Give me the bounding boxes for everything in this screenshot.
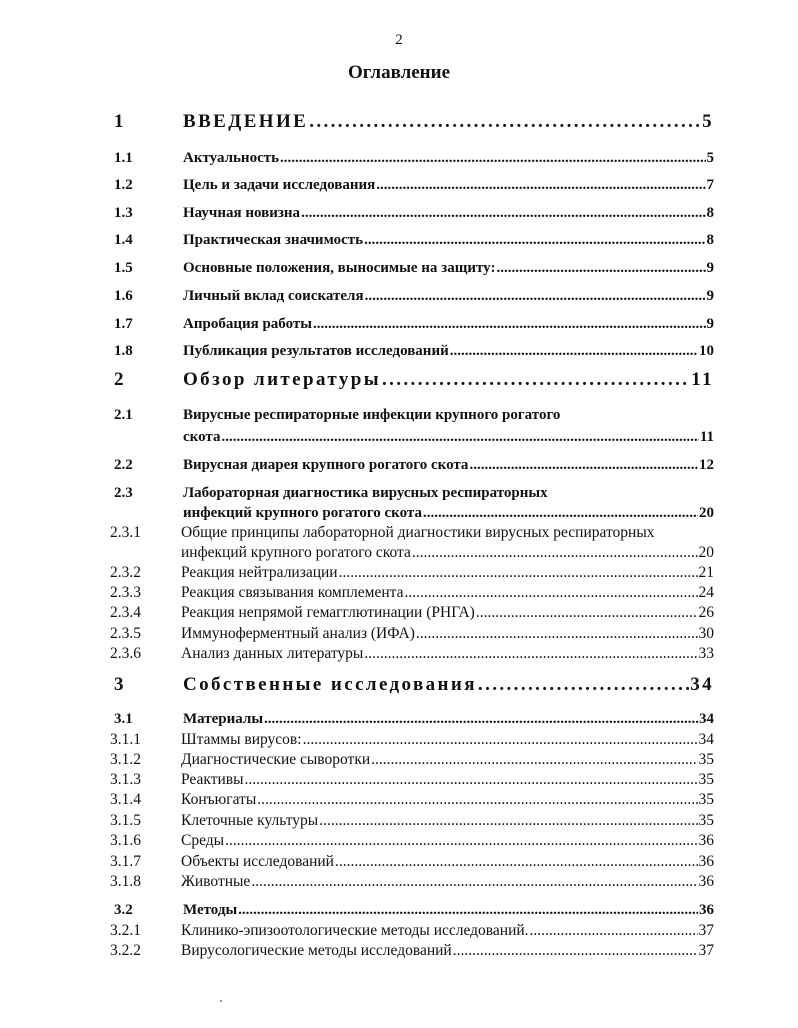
toc-title: Реакция связывания комплемента bbox=[181, 584, 404, 601]
toc-page: 37 bbox=[698, 922, 714, 939]
toc-number: 1.3 bbox=[114, 205, 133, 221]
toc-title: Обзор литературы bbox=[183, 369, 381, 390]
toc-number: 3.1 bbox=[114, 711, 133, 727]
toc-number: 1.8 bbox=[114, 343, 133, 359]
toc-number: 1 bbox=[114, 111, 126, 132]
dot-leader bbox=[335, 853, 698, 871]
toc-number: 2 bbox=[114, 369, 126, 390]
toc-title: Вирусные респираторные инфекции крупного рогатого bbox=[183, 407, 561, 423]
dot-leader bbox=[453, 942, 698, 960]
toc-title: Личный вклад соискателя bbox=[183, 288, 364, 304]
toc-title-continued: инфекций крупного рогатого скота bbox=[181, 544, 411, 561]
dot-leader bbox=[303, 731, 698, 749]
toc-number: 2.2 bbox=[114, 457, 133, 473]
toc-number: 2.3.3 bbox=[110, 584, 141, 601]
toc-number: 2.3.6 bbox=[110, 645, 141, 662]
toc-page: 30 bbox=[698, 625, 714, 642]
dot-leader bbox=[221, 429, 698, 446]
toc-number: 3.1.1 bbox=[110, 731, 141, 748]
page-number: 2 bbox=[395, 32, 403, 48]
toc-page: 5 bbox=[706, 150, 714, 166]
toc-page: 33 bbox=[698, 645, 714, 662]
toc-title: Реакция нейтрализации bbox=[181, 564, 338, 581]
toc-page: 34 bbox=[690, 674, 714, 695]
toc-page: 37 bbox=[698, 942, 714, 959]
toc-title: Конъюгаты bbox=[181, 791, 257, 808]
toc-number: 2.3.2 bbox=[110, 564, 141, 581]
toc-page: 35 bbox=[698, 751, 714, 768]
toc-title: Практическая значимость bbox=[183, 232, 364, 248]
dot-leader bbox=[469, 457, 698, 474]
dot-leader bbox=[364, 645, 697, 663]
toc-page: 36 bbox=[699, 902, 714, 918]
toc-title: Среды bbox=[181, 832, 225, 849]
toc-number: 3.2.1 bbox=[110, 922, 141, 939]
toc-number: 3.1.6 bbox=[110, 832, 141, 849]
toc-title: Клинико-эпизоотологические методы исследований. bbox=[181, 922, 529, 939]
dot-leader bbox=[280, 150, 705, 167]
dot-leader bbox=[251, 873, 697, 891]
toc-page: 36 bbox=[698, 853, 714, 870]
toc-title: Общие принципы лабораторной диагностики вирусных респираторных bbox=[181, 524, 655, 541]
toc-title: Штаммы вирусов: bbox=[181, 731, 302, 748]
toc-title: Собственные исследования bbox=[183, 674, 477, 695]
dot-leader bbox=[412, 544, 698, 562]
page-title: Оглавление bbox=[347, 62, 451, 83]
toc-number: 3.1.7 bbox=[110, 853, 141, 870]
dot-leader bbox=[530, 922, 698, 940]
toc-number: 3.1.2 bbox=[110, 751, 141, 768]
toc-title: Реактивы bbox=[181, 771, 244, 788]
toc-page: 8 bbox=[706, 232, 714, 248]
toc-page: 35 bbox=[698, 791, 714, 808]
dot-leader bbox=[476, 604, 698, 622]
toc-title: Объекты исследований bbox=[181, 853, 334, 870]
toc-title: Методы bbox=[183, 902, 238, 918]
toc-number: 1.4 bbox=[114, 232, 133, 248]
toc-title: Цель и задачи исследования bbox=[183, 177, 376, 193]
toc-page: 9 bbox=[706, 260, 714, 276]
toc-page: 11 bbox=[691, 369, 714, 390]
toc-title: Реакция непрямой гемагглютинации (РНГА) bbox=[181, 604, 475, 621]
dot-leader bbox=[404, 584, 697, 602]
dot-leader bbox=[225, 832, 697, 850]
toc-number: 2.3.4 bbox=[110, 604, 141, 621]
toc-page: 12 bbox=[699, 457, 714, 473]
toc-title: Актуальность bbox=[183, 150, 280, 166]
toc-title: Основные положения, выносимые на защиту: bbox=[183, 260, 496, 276]
dot-leader bbox=[478, 674, 689, 696]
dot-leader bbox=[313, 316, 706, 333]
toc-page: 20 bbox=[698, 544, 714, 561]
toc-title: Вирусная диарея крупного рогатого скота bbox=[183, 457, 469, 473]
toc-title: Анализ данных литературы bbox=[181, 645, 364, 662]
toc-number: 2.3.5 bbox=[110, 625, 141, 642]
dot-leader bbox=[264, 711, 698, 728]
toc-title: Иммуноферментный анализ (ИФА) bbox=[181, 625, 415, 642]
dot-leader bbox=[450, 343, 698, 360]
toc-title: Апробация работы bbox=[183, 316, 312, 332]
dot-leader bbox=[365, 288, 706, 305]
scan-speck bbox=[220, 1000, 222, 1002]
toc-title: Публикация результатов исследований bbox=[183, 343, 449, 359]
toc-page: 9 bbox=[706, 288, 714, 304]
dot-leader bbox=[319, 812, 697, 830]
toc-page: 10 bbox=[699, 343, 714, 359]
toc-page: 24 bbox=[698, 584, 714, 601]
dot-leader bbox=[339, 564, 698, 582]
toc-number: 2.3.1 bbox=[110, 524, 141, 541]
toc-title-continued: скота bbox=[183, 429, 221, 445]
dot-leader bbox=[423, 505, 698, 522]
toc-page: 34 bbox=[698, 731, 714, 748]
toc-page: 7 bbox=[706, 177, 714, 193]
toc-page: 11 bbox=[699, 429, 714, 445]
toc-number: 3.2 bbox=[114, 902, 133, 918]
dot-leader bbox=[371, 751, 697, 769]
toc-page: 34 bbox=[699, 711, 714, 727]
dot-leader bbox=[238, 902, 698, 919]
dot-leader bbox=[245, 771, 698, 789]
toc-number: 3.1.4 bbox=[110, 791, 141, 808]
toc-page: 9 bbox=[706, 316, 714, 332]
toc-number: 3.1.3 bbox=[110, 771, 141, 788]
toc-number: 3.2.2 bbox=[110, 942, 141, 959]
toc-page: 8 bbox=[706, 205, 714, 221]
toc-number: 1.6 bbox=[114, 288, 133, 304]
dot-leader bbox=[257, 791, 697, 809]
toc-number: 2.3 bbox=[114, 485, 133, 501]
dot-leader bbox=[301, 205, 705, 222]
toc-title: Материалы bbox=[183, 711, 264, 727]
toc-number: 1.2 bbox=[114, 177, 133, 193]
dot-leader bbox=[496, 260, 705, 277]
toc-page: 20 bbox=[699, 505, 714, 521]
toc-title-continued: инфекций крупного рогатого скота bbox=[183, 505, 422, 521]
toc-title: Диагностические сыворотки bbox=[181, 751, 371, 768]
dot-leader bbox=[416, 625, 698, 643]
toc-page: 35 bbox=[698, 812, 714, 829]
toc-title: Животные bbox=[181, 873, 251, 890]
toc-number: 3 bbox=[114, 674, 126, 695]
toc-title: Вирусологические методы исследований bbox=[181, 942, 452, 959]
toc-title: Клеточные культуры bbox=[181, 812, 319, 829]
toc-number: 1.1 bbox=[114, 150, 133, 166]
toc-page: 5 bbox=[702, 111, 714, 132]
toc-title: Научная новизна bbox=[183, 205, 301, 221]
toc-number: 1.5 bbox=[114, 260, 133, 276]
dot-leader bbox=[382, 369, 690, 391]
toc-number: 1.7 bbox=[114, 316, 133, 332]
toc-page: 26 bbox=[698, 604, 714, 621]
toc-number: 2.1 bbox=[114, 407, 133, 423]
toc-number: 3.1.5 bbox=[110, 812, 141, 829]
toc-page: 35 bbox=[698, 771, 714, 788]
toc-page: 36 bbox=[698, 873, 714, 890]
toc-title: Лабораторная диагностика вирусных респираторных bbox=[183, 485, 548, 501]
dot-leader bbox=[376, 177, 705, 194]
dot-leader bbox=[364, 232, 705, 249]
toc-page: 36 bbox=[698, 832, 714, 849]
toc-title: ВВЕДЕНИЕ bbox=[183, 111, 309, 132]
dot-leader bbox=[309, 111, 701, 133]
toc-page: 21 bbox=[698, 564, 714, 581]
toc-number: 3.1.8 bbox=[110, 873, 141, 890]
